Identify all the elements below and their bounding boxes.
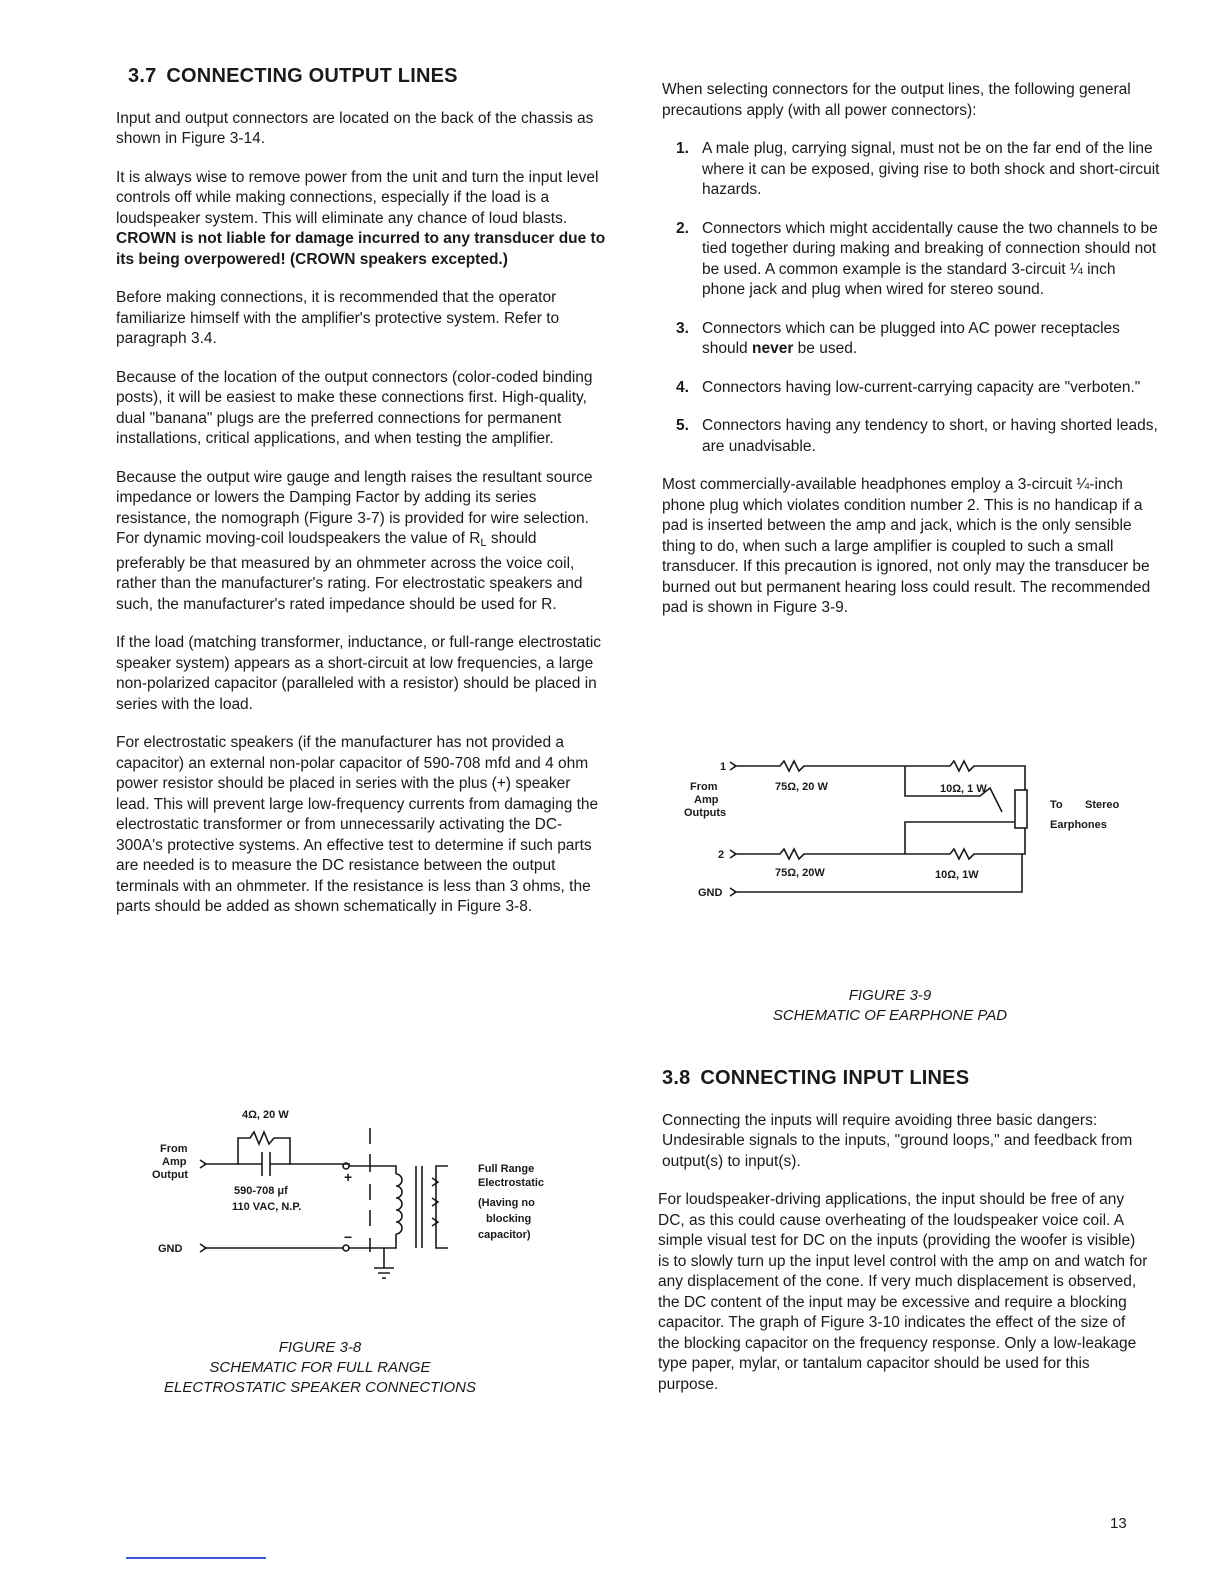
figure-3-9-caption: FIGURE 3-9 SCHEMATIC OF EARPHONE PAD: [772, 987, 1008, 1024]
page-number: 13: [1110, 1515, 1127, 1532]
paragraph-input-dangers: Connecting the inputs will require avoiding three basic dangers: Undesirable signals to the inputs, "ground loops," and feedback from output(s) to input(s).: [662, 1111, 1133, 1170]
paragraph-output-connectors: Because of the location of the output connectors (color-coded binding posts), it will be easiest to make these connections first. High-quality, dual "banana" plugs are the preferred connections for permanent installations, critical applications, and when testing the amplifier.: [116, 368, 593, 447]
from-label: From: [690, 781, 718, 793]
paragraph-remove-power: It is always wise to remove power from the unit and turn the input level controls off while making connections, especially if the load is a loudspeaker system. This will eliminate any chance of loud blasts. CROWN is not liable for damage incurred to any transducer due to its being overpowered! (CROWN speakers excepted.): [116, 168, 606, 268]
speaker-label-4: blocking: [486, 1213, 532, 1225]
paragraph-protective-system: Before making connections, it is recommended that the operator familiarize himself with the amplifier's protective system. Refer to paragraph 3.4.: [116, 289, 560, 347]
figure-3-9-schematic: [680, 752, 1140, 902]
list-item: 2. Connectors which might accidentally cause the two channels to be tied together during making and breaking of connection should not be used. A common example is the standard 3-circuit ¼ inch phone jack and plug when wired for stereo sound.: [676, 219, 1158, 298]
left-column: [116, 66, 608, 936]
gnd-label: GND: [158, 1243, 183, 1255]
resistor-label: 4Ω, 20 W: [242, 1109, 289, 1121]
paragraph-dc-input: For loudspeaker-driving applications, the input should be free of any DC, as this could cause overheating of the loudspeaker voice coil. A simple visual test for DC on the inputs (providing the woofer is visible) is to slowly turn up the input level control with the amp on and watch for any displacement of the cone. If very much displacement is observed, the DC content of the input may be excessive and require a blocking capacitor. The graph of Figure 3-10 indicates the effect of the size of the blocking capacitor on the frequency response. Only a low-leakage type paper, mylar, or tantalum capacitor should be used for this purpose.: [658, 1191, 1148, 1393]
section-heading-3-7: 3.7 CONNECTING OUTPUT LINES: [128, 65, 458, 87]
figure-3-8-caption: FIGURE 3-8 SCHEMATIC FOR FULL RANGE ELECTROSTATIC SPEAKER CONNECTIONS: [164, 1339, 476, 1396]
speaker-label-5: capacitor): [478, 1229, 531, 1241]
earphones-label: Earphones: [1050, 819, 1107, 831]
list-item: 1. A male plug, carrying signal, must not be on the far end of the line where it can be exposed, giving rise to both shock and short-circuit hazards.: [676, 140, 1160, 198]
paragraph-precautions-intro: When selecting connectors for the output lines, the following general precautions apply (with all power connectors):: [662, 81, 1131, 119]
input-1-label: 1: [720, 761, 727, 773]
plus-sign: +: [344, 1169, 353, 1185]
output-label: Output: [152, 1169, 189, 1181]
paragraph-headphones: Most commercially-available headphones employ a 3-circuit ¼-inch phone plug which violates condition number 2. This is no handicap if a pad is inserted between the amp and jack, which is the only sensible thing to do, when such a large amplifier is coupled to such a small transducer. If this precaution is ignored, not only may the transducer be burned out but permanent hearing loss could result. The recommended pad is shown in Figure 3-9.: [662, 476, 1151, 616]
outputs-label: Outputs: [684, 807, 727, 819]
resistor-10-label-1: 10Ω, 1 W: [940, 783, 987, 795]
to-label: To: [1050, 799, 1063, 811]
precautions-list: [662, 139, 1162, 457]
section-3-8: [650, 1068, 1150, 1413]
capacitor-value: 590-708 μf: [234, 1185, 288, 1197]
resistor-75-label-2: 75Ω, 20W: [775, 867, 825, 879]
stereo-label: Stereo: [1085, 799, 1120, 811]
list-item: 5. Connectors having any tendency to short, or having shorted leads, are unadvisable.: [676, 417, 1158, 455]
paragraph-electrostatic-speakers: For electrostatic speakers (if the manufacturer has not provided a capacitor) an external non-polar capacitor of 590-708 mfd and 4 ohm power resistor should be placed in series with the plus (+) speaker lead. This will prevent large low-frequency currents from damaging the electrostatic transformer or from unnecessarily activating the DC-300A's protective systems. An effective test to determine if such parts are needed is to measure the DC resistance between the output terminals with an ohmmeter. If the resistance is less than 3 ohms, the parts should be added as shown schematically in Figure 3-8.: [116, 734, 599, 915]
paragraph-connectors-location: Input and output connectors are located on the back of the chassis as shown in Figure 3-14.: [116, 109, 594, 147]
amp-label: Amp: [694, 794, 719, 806]
from-label: From: [160, 1143, 188, 1155]
speaker-label-3: (Having no: [478, 1197, 535, 1209]
resistor-10-label-2: 10Ω, 1W: [935, 869, 979, 881]
paragraph-wire-gauge: Because the output wire gauge and length raises the resultant source impedance or lowers the Damping Factor by adding its series resistance, the nomograph (Figure 3-7) is provided for wire selection. For dynamic moving-coil loudspeakers the value of $R_L$ should preferably be that measured by an ohmmeter across the voice coil, rather than the manufacturer's rating. For electrostatic speakers and such, the manufacturer's rated impedance should be used for R.: [116, 468, 593, 613]
capacitor-rating: 110 VAC, N.P.: [232, 1201, 302, 1213]
amp-label: Amp: [162, 1156, 187, 1168]
earphone-pad-diagram: [680, 752, 1140, 902]
footer-rule: [126, 1557, 266, 1559]
resistor-75-label-1: 75Ω, 20 W: [775, 781, 828, 793]
liability-warning: CROWN is not liable for damage incurred to any transducer due to its being overpowered! (CROWN speakers excepted.): [116, 230, 606, 268]
speaker-label-1: Full Range: [478, 1163, 535, 1175]
list-item: 3. Connectors which can be plugged into AC power receptacles should never be used.: [676, 319, 1120, 357]
paragraph-short-circuit-load: If the load (matching transformer, inductance, or full-range electrostatic speaker system) appears as a short-circuit at low frequencies, a large non-polarized capacitor (paralleled with a resistor) should be placed in series with the load.: [116, 634, 602, 713]
section-heading-3-8: 3.8 CONNECTING INPUT LINES: [662, 1067, 970, 1089]
minus-sign: −: [344, 1229, 353, 1245]
electrostatic-connection-diagram: [150, 1100, 570, 1290]
input-2-label: 2: [718, 849, 725, 861]
speaker-label-2: Electrostatic: [478, 1177, 545, 1189]
list-item: 4. Connectors having low-current-carrying capacity are "verboten.": [676, 378, 1141, 396]
right-column: [662, 80, 1162, 637]
figure-3-8-schematic: [150, 1100, 570, 1290]
gnd-label: GND: [698, 887, 723, 899]
